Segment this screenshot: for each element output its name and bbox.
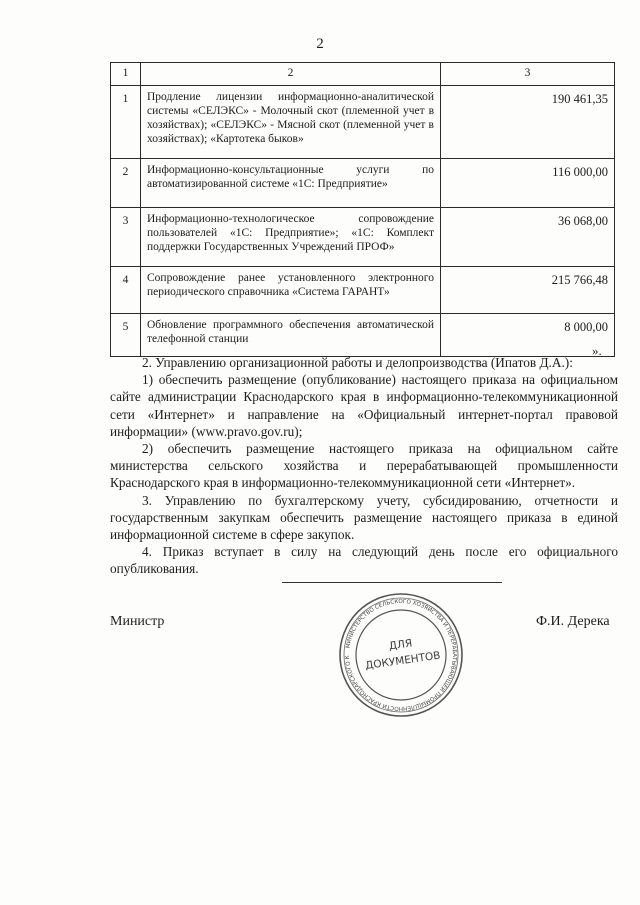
paragraph-item-4: 4. Приказ вступает в силу на следующий день после его официального опубликования. (110, 544, 618, 577)
table-header-row (111, 63, 615, 86)
table-row (111, 314, 615, 357)
official-stamp (336, 590, 466, 720)
stamp-word-1: ДЛЯ (388, 637, 414, 653)
signature-line (282, 582, 502, 583)
row-description: Информационно-технологическое сопровождение пользователей «1С: Предприятие»; «1С: Комплект поддержки Государственных Учреждений ПРОФ» (141, 208, 441, 267)
paragraph-item-2-2: 2) обеспечить размещение настоящего приказа на официальном сайте министерства сельского хозяйства и перерабатывающей промышленности Краснодарского края в информационно-телекоммуникационной сети «Интернет». (110, 441, 618, 491)
row-number: 4 (111, 267, 141, 314)
row-amount: 190 461,35 (441, 86, 615, 159)
signer-title: Министр (110, 614, 165, 629)
row-amount: 215 766,48 (441, 267, 615, 314)
column-header-number: 1 (111, 63, 141, 86)
paragraph-item-2: 2. Управлению организационной работы и делопроизводства (Ипатов Д.А.): (142, 355, 573, 370)
row-description: Сопровождение ранее установленного электронного периодического справочника «Система ГАРАНТ» (141, 267, 441, 314)
paragraph-item-3: 3. Управлению по бухгалтерскому учету, субсидированию, отчетности и государственным закупкам обеспечить размещение настоящего приказа в единой информационной системе в сфере закупок. (110, 492, 618, 543)
page-number: 2 (316, 36, 324, 52)
row-number: 2 (111, 159, 141, 208)
paragraph-item-2-1: 1) обеспечить размещение (опубликование) настоящего приказа на официальном сайте администрации Краснодарского края в информационно-телекоммуникационной сети «Интернет» и направление на «Официальный интернет-портал правовой информации» (www.pravo.gov.ru); (110, 372, 618, 439)
row-number: 5 (111, 314, 141, 357)
row-amount: 36 068,00 (441, 208, 615, 267)
column-header-amount: 3 (441, 63, 615, 86)
row-number: 1 (111, 86, 141, 159)
services-table (110, 62, 615, 357)
column-header-description: 2 (141, 63, 441, 86)
order-body (110, 354, 618, 578)
row-description: Информационно-консультационные услуги по автоматизированной системе «1С: Предприятие» (141, 159, 441, 208)
table-row (111, 86, 615, 159)
row-number: 3 (111, 208, 141, 267)
table-row (111, 159, 615, 208)
stamp-ring-text-path: МИНИСТЕРСТВО СЕЛЬСКОГО ХОЗЯЙСТВА И ПЕРЕРАБАТЫВАЮЩЕЙ ПРОМЫШЛЕННОСТИ КРАСНОДАРСКОГО К (344, 598, 458, 712)
row-amount: 8 000,00 (441, 314, 615, 357)
table-row (111, 267, 615, 314)
row-description: Обновление программного обеспечения автоматической телефонной станции (141, 314, 441, 357)
stamp-word-2: ДОКУМЕНТОВ (364, 649, 442, 673)
signer-name: Ф.И. Дерека (536, 614, 610, 629)
table-row (111, 208, 615, 267)
row-description: Продление лицензии информационно-аналитической системы «СЕЛЭКС» - Молочный скот (племенной учет в хозяйствах); «СЕЛЭКС» - Мясной скот (племенной учет в хозяйствах); «Картотека быков» (141, 86, 441, 159)
row-amount: 116 000,00 (441, 159, 615, 208)
table-closing-quote: ». (592, 343, 602, 358)
